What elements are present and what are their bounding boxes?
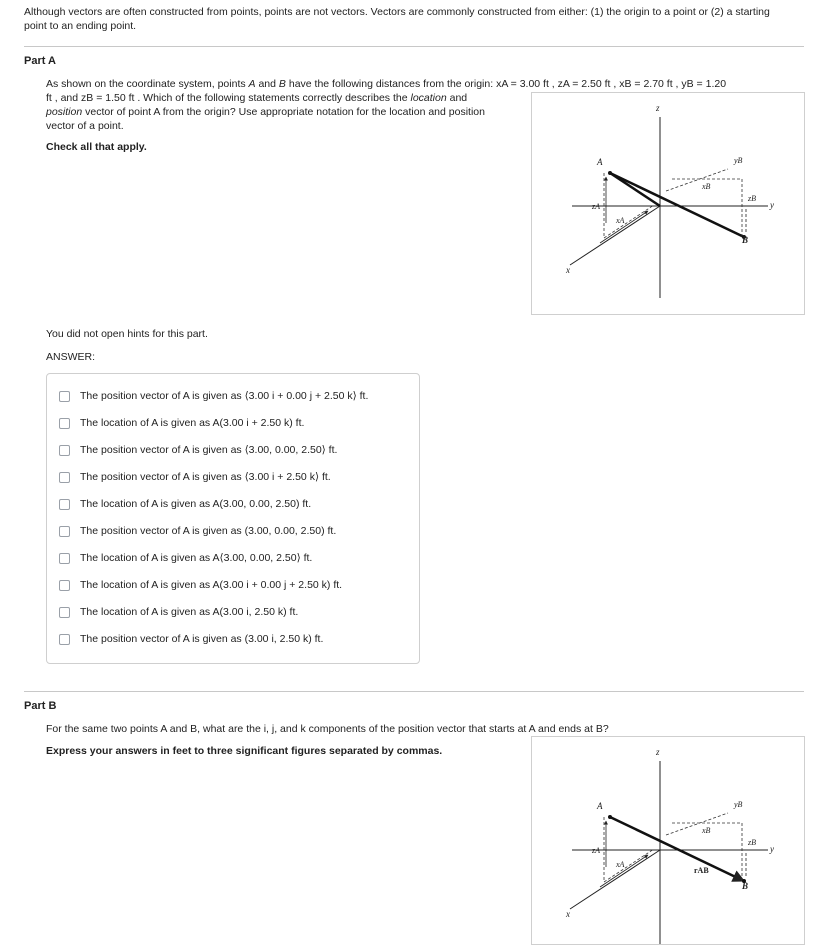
intro-text: Although vectors are often constructed from points, points are not vectors. Vectors are commonly constructed from either: (1) the origin to a point or (2) a starting point to an ending point. bbox=[24, 6, 770, 32]
location-emphasis: location bbox=[410, 92, 447, 104]
zb-label: zB bbox=[748, 194, 756, 203]
option-row[interactable] bbox=[59, 577, 342, 593]
option-checkbox[interactable] bbox=[59, 634, 70, 645]
given-values-2: ft , and zB = 1.50 ft . Which of the following statements correctly describes the bbox=[46, 92, 408, 104]
yb-label: yB bbox=[734, 800, 743, 809]
given-values-1: xA = 3.00 ft , zA = 2.50 ft , xB = 2.70 ft , yB = 1.20 bbox=[496, 78, 727, 90]
xa-label: xA bbox=[616, 216, 625, 225]
y-axis-label: y bbox=[770, 200, 774, 210]
option-checkbox[interactable] bbox=[59, 580, 70, 591]
question-line-3: vector of point A from the origin? Use appropriate notation for the location and position bbox=[85, 106, 485, 118]
za-label: zA bbox=[592, 846, 600, 855]
position-emphasis: position bbox=[46, 106, 83, 118]
option-row[interactable] bbox=[59, 496, 311, 512]
point-a-label: A bbox=[597, 157, 603, 167]
segment-a-origin bbox=[610, 173, 660, 206]
xb-label: xB bbox=[702, 182, 711, 191]
option-checkbox[interactable] bbox=[59, 445, 70, 456]
option-text: The location of A is given as A(3.00, 0.00, 2.50) ft. bbox=[80, 498, 312, 510]
option-text: The location of A is given as A(3.00 i + 2.50 k) ft. bbox=[80, 417, 305, 429]
xa-label: xA bbox=[616, 860, 625, 869]
vector-r-ab bbox=[610, 817, 744, 881]
point-b-ref: B bbox=[278, 78, 286, 90]
option-checkbox[interactable] bbox=[59, 472, 70, 483]
option-text: The position vector of A is given as ⟨3.00 i + 2.50 k⟩ ft. bbox=[80, 471, 331, 483]
x-axis-label: x bbox=[566, 265, 570, 275]
x-axis-label: x bbox=[566, 909, 570, 919]
option-row[interactable] bbox=[59, 415, 304, 431]
and-word: and bbox=[258, 78, 276, 90]
option-checkbox[interactable] bbox=[59, 553, 70, 564]
za-label: zA bbox=[592, 202, 600, 211]
z-axis-label: z bbox=[656, 747, 660, 757]
answer-options-box bbox=[46, 373, 420, 664]
xb-label: xB bbox=[702, 826, 711, 835]
x-axis-line bbox=[570, 206, 660, 265]
option-checkbox[interactable] bbox=[59, 391, 70, 402]
option-row[interactable] bbox=[59, 604, 298, 620]
option-text: The position vector of A is given as ⟨3.00, 0.00, 2.50⟩ ft. bbox=[80, 444, 338, 456]
option-checkbox[interactable] bbox=[59, 418, 70, 429]
option-row[interactable] bbox=[59, 550, 312, 566]
hint-status: You did not open hints for this part. bbox=[46, 328, 208, 340]
question-mid: have the following distances from the origin: bbox=[288, 78, 494, 90]
option-row[interactable] bbox=[59, 631, 323, 647]
coordinate-figure-a bbox=[531, 92, 805, 315]
option-text: The location of A is given as A(3.00 i, 2.50 k) ft. bbox=[80, 606, 299, 618]
segment-a-b bbox=[610, 173, 744, 237]
y-axis-label: y bbox=[770, 844, 774, 854]
option-text: The location of A is given as A⟨3.00, 0.00, 2.50⟩ ft. bbox=[80, 552, 313, 564]
option-row[interactable] bbox=[59, 388, 368, 404]
yb-label: yB bbox=[734, 156, 743, 165]
answer-label: ANSWER: bbox=[46, 351, 96, 363]
point-a-label: A bbox=[597, 801, 603, 811]
part-a-title: Part A bbox=[24, 55, 56, 67]
option-text: The position vector of A is given as ⟨3.00 i + 0.00 j + 2.50 k⟩ ft. bbox=[80, 390, 369, 402]
option-text: The position vector of A is given as (3.00 i, 2.50 k) ft. bbox=[80, 633, 324, 645]
coordinate-figure-b bbox=[531, 736, 805, 945]
and-word-2: and bbox=[449, 92, 468, 104]
point-a-ref: A bbox=[248, 78, 256, 90]
divider bbox=[24, 691, 804, 692]
divider bbox=[24, 46, 804, 47]
option-row[interactable] bbox=[59, 469, 331, 485]
point-b-label: B bbox=[742, 235, 749, 245]
part-b-title: Part B bbox=[24, 700, 57, 712]
option-checkbox[interactable] bbox=[59, 499, 70, 510]
option-row[interactable] bbox=[59, 523, 336, 539]
z-axis-label: z bbox=[656, 103, 660, 113]
option-text: The location of A is given as A(3.00 i + 0.00 j + 2.50 k) ft. bbox=[80, 579, 343, 591]
check-all-instruction: Check all that apply. bbox=[46, 141, 147, 153]
question-line-4: vector of a point. bbox=[46, 120, 124, 132]
x-axis-line bbox=[570, 850, 660, 909]
part-b-question: For the same two points A and B, what are the i, j, and k components of the position vector that starts at A and ends at B? bbox=[46, 723, 609, 735]
part-b-instruction: Express your answers in feet to three significant figures separated by commas. bbox=[46, 745, 443, 757]
r-ab-label: rAB bbox=[694, 866, 709, 875]
point-b-label: B bbox=[742, 881, 749, 891]
question-lead: As shown on the coordinate system, points bbox=[46, 78, 246, 90]
option-checkbox[interactable] bbox=[59, 607, 70, 618]
option-checkbox[interactable] bbox=[59, 526, 70, 537]
option-text: The position vector of A is given as (3.00, 0.00, 2.50) ft. bbox=[80, 525, 337, 537]
option-row[interactable] bbox=[59, 442, 337, 458]
zb-label: zB bbox=[748, 838, 756, 847]
